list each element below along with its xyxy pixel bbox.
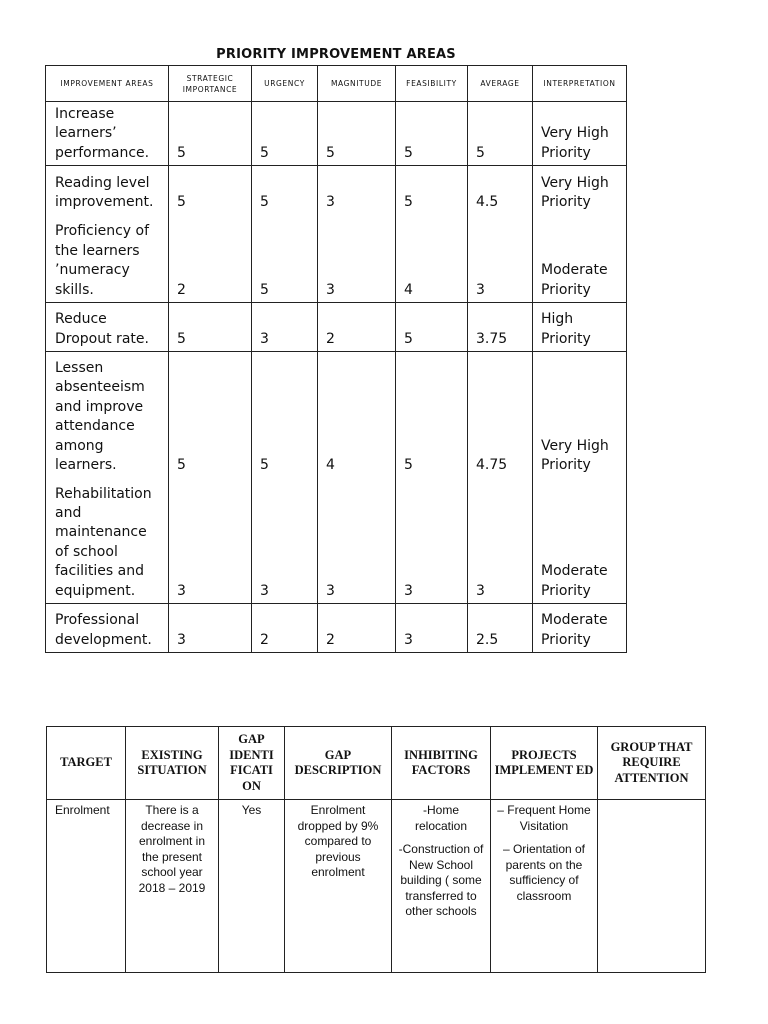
table-row	[46, 352, 627, 478]
area-cell: Rehabilitation and maintenance of school facilities and equipment.	[46, 478, 169, 604]
header-inhibiting-factors: INHIBITING FACTORS	[392, 727, 491, 800]
strategic-cell: 5	[169, 166, 252, 215]
average-cell: 3.75	[468, 303, 533, 352]
feasibility-cell: 3	[396, 478, 468, 604]
table-row	[46, 604, 627, 653]
average-cell: 4.5	[468, 166, 533, 215]
feasibility-cell: 5	[396, 352, 468, 478]
gap-header-row	[47, 727, 706, 800]
header-target: TARGET	[47, 727, 126, 800]
area-cell: Proficiency of the learners ’numeracy skills.	[46, 215, 169, 303]
strategic-cell: 5	[169, 352, 252, 478]
table-row	[46, 215, 627, 303]
header-urgency: URGENCY	[252, 66, 318, 102]
strategic-cell: 5	[169, 303, 252, 352]
average-cell: 4.75	[468, 352, 533, 478]
gap-analysis-table	[46, 726, 706, 973]
urgency-cell: 2	[252, 604, 318, 653]
project-item: – Frequent Home Visitation	[497, 803, 591, 833]
header-group-requiring-attention: GROUP THAT REQUIRE ATTENTION	[598, 727, 706, 800]
table-row	[46, 166, 627, 215]
header-interpretation: INTERPRETATION	[533, 66, 627, 102]
projects-implemented-cell	[491, 800, 598, 973]
strategic-cell: 5	[169, 102, 252, 166]
average-cell: 3	[468, 478, 533, 604]
magnitude-cell: 3	[318, 478, 396, 604]
interpretation-cell: Moderate Priority	[533, 478, 627, 604]
table-row	[46, 478, 627, 604]
average-cell: 2.5	[468, 604, 533, 653]
urgency-cell: 5	[252, 215, 318, 303]
gap-identification-cell: Yes	[219, 800, 285, 973]
urgency-cell: 5	[252, 166, 318, 215]
area-cell: Reduce Dropout rate.	[46, 303, 169, 352]
strategic-cell: 3	[169, 478, 252, 604]
priority-improvement-table	[45, 65, 627, 653]
interpretation-cell: Very High Priority	[533, 102, 627, 166]
header-strategic-importance: STRATEGIC IMPORTANCE	[169, 66, 252, 102]
interpretation-cell: High Priority	[533, 303, 627, 352]
table-row	[46, 102, 627, 166]
area-cell: Lessen absenteeism and improve attendance among learners.	[46, 352, 169, 478]
feasibility-cell: 3	[396, 604, 468, 653]
interpretation-cell: Moderate Priority	[533, 604, 627, 653]
priority-table-title: PRIORITY IMPROVEMENT AREAS	[216, 47, 456, 62]
feasibility-cell: 5	[396, 303, 468, 352]
interpretation-cell: Very High Priority	[533, 166, 627, 215]
area-cell: Professional development.	[46, 604, 169, 653]
gap-description-cell: Enrolment dropped by 9% compared to previous enrolment	[285, 800, 392, 973]
urgency-cell: 5	[252, 102, 318, 166]
header-gap-identification: GAP IDENTI FICATI ON	[219, 727, 285, 800]
area-cell: Increase learners’ performance.	[46, 102, 169, 166]
group-attention-cell	[598, 800, 706, 973]
strategic-cell: 3	[169, 604, 252, 653]
area-cell: Reading level improvement.	[46, 166, 169, 215]
header-gap-description: GAP DESCRIPTION	[285, 727, 392, 800]
existing-situation-cell: There is a decrease in enrolment in the present school year 2018 – 2019	[126, 800, 219, 973]
inhibiting-factors-cell	[392, 800, 491, 973]
target-cell: Enrolment	[47, 800, 126, 973]
average-cell: 5	[468, 102, 533, 166]
header-feasibility: FEASIBILITY	[396, 66, 468, 102]
inhibiting-factor: -Home relocation	[414, 803, 468, 833]
average-cell: 3	[468, 215, 533, 303]
header-average: AVERAGE	[468, 66, 533, 102]
inhibiting-factor: -Construction of New School building ( some transferred to other schools	[398, 842, 484, 918]
header-improvement-areas: IMPROVEMENT AREAS	[46, 66, 169, 102]
magnitude-cell: 4	[318, 352, 396, 478]
project-item: – Orientation of parents on the sufficiency of classroom	[502, 842, 586, 903]
interpretation-cell: Moderate Priority	[533, 215, 627, 303]
urgency-cell: 5	[252, 352, 318, 478]
magnitude-cell: 2	[318, 604, 396, 653]
magnitude-cell: 2	[318, 303, 396, 352]
header-existing-situation: EXISTING SITUATION	[126, 727, 219, 800]
magnitude-cell: 3	[318, 166, 396, 215]
strategic-cell: 2	[169, 215, 252, 303]
urgency-cell: 3	[252, 478, 318, 604]
header-magnitude: MAGNITUDE	[318, 66, 396, 102]
interpretation-cell: Very High Priority	[533, 352, 627, 478]
priority-header-row	[46, 66, 627, 102]
feasibility-cell: 4	[396, 215, 468, 303]
table-row	[47, 800, 706, 973]
urgency-cell: 3	[252, 303, 318, 352]
header-projects-implemented: PROJECTS IMPLEMENT ED	[491, 727, 598, 800]
magnitude-cell: 5	[318, 102, 396, 166]
table-row	[46, 303, 627, 352]
magnitude-cell: 3	[318, 215, 396, 303]
feasibility-cell: 5	[396, 166, 468, 215]
feasibility-cell: 5	[396, 102, 468, 166]
